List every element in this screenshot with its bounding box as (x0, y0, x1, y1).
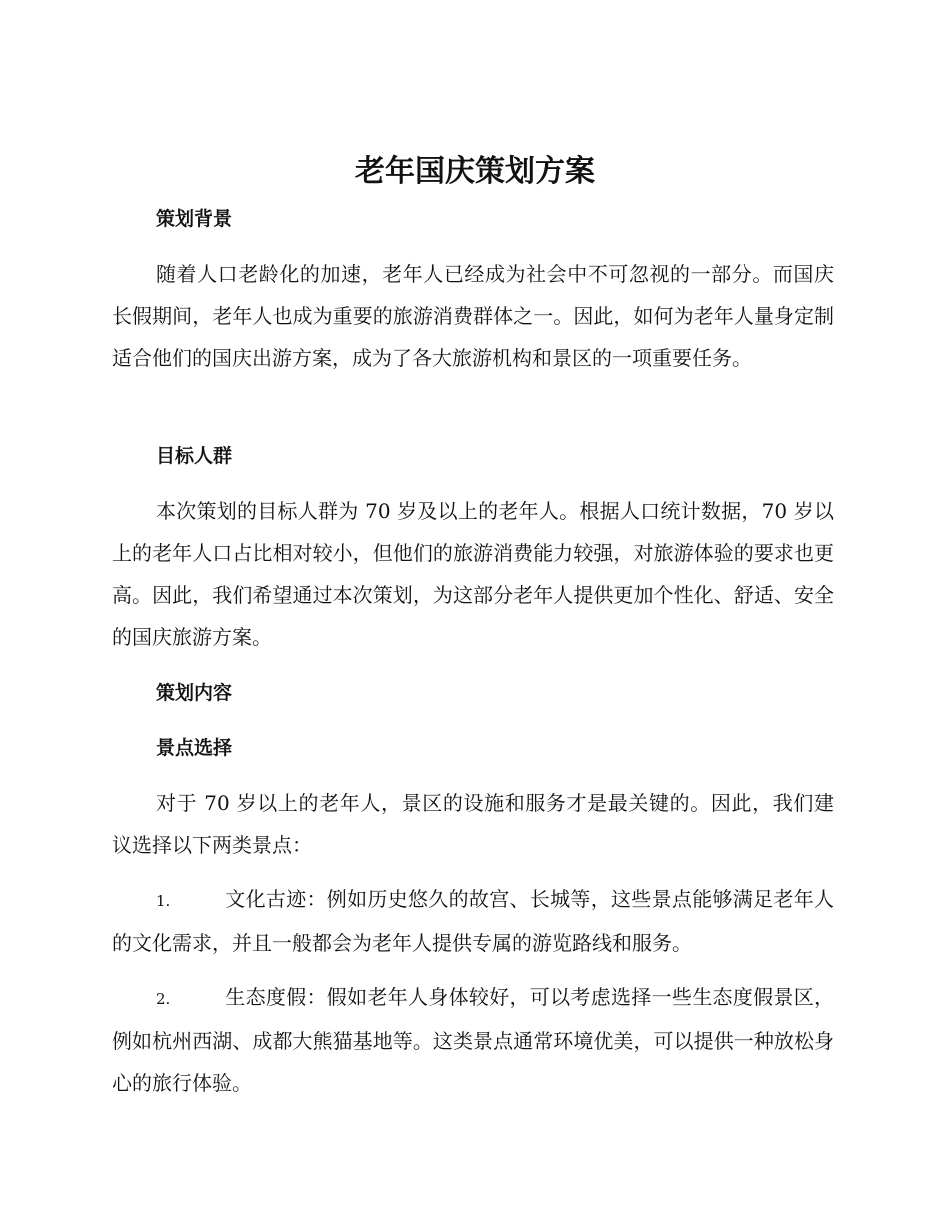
section-heading-spots: 景点选择 (156, 737, 233, 759)
list-item-text: 生态度假：假如老年人身体较好，可以考虑选择一些生态度假景区，例如杭州西湖、成都大熊猫基地等。这类景点通常环境优美，可以提供一种放松身心的旅行体验。 (112, 985, 834, 1095)
list-number: 1. (156, 892, 171, 910)
list-item-text: 文化古迹：例如历史悠久的故宫、长城等，这些景点能够满足老年人的文化需求，并且一般都会为老年人提供专属的游览路线和服务。 (112, 887, 834, 955)
paragraph-target: 本次策划的目标人群为 70 岁及以上的老年人。根据人口统计数据，70 岁以上的老年人口占比相对较小，但他们的旅游消费能力较强，对旅游体验的要求也更高。因此，我们希望通过本次策划，为这部分老年人提供更加个性化、舒适、安全的国庆旅游方案。 (112, 499, 834, 649)
paragraph-spots: 对于 70 岁以上的老年人，景区的设施和服务才是最关键的。因此，我们建议选择以下两类景点： (112, 791, 834, 857)
document-title: 老年国庆策划方案 (355, 154, 595, 189)
section-heading-target: 目标人群 (156, 445, 233, 467)
list-item-1 (112, 878, 834, 964)
list-number: 2. (156, 990, 171, 1008)
section-heading-content: 策划内容 (156, 682, 233, 704)
paragraph-background: 随着人口老龄化的加速，老年人已经成为社会中不可忽视的一部分。而国庆长假期间，老年人也成为重要的旅游消费群体之一。因此，如何为老年人量身定制适合他们的国庆出游方案，成为了各大旅游机构和景区的一项重要任务。 (112, 262, 834, 370)
list-item-2 (112, 976, 834, 1104)
section-heading-background: 策划背景 (156, 208, 233, 230)
